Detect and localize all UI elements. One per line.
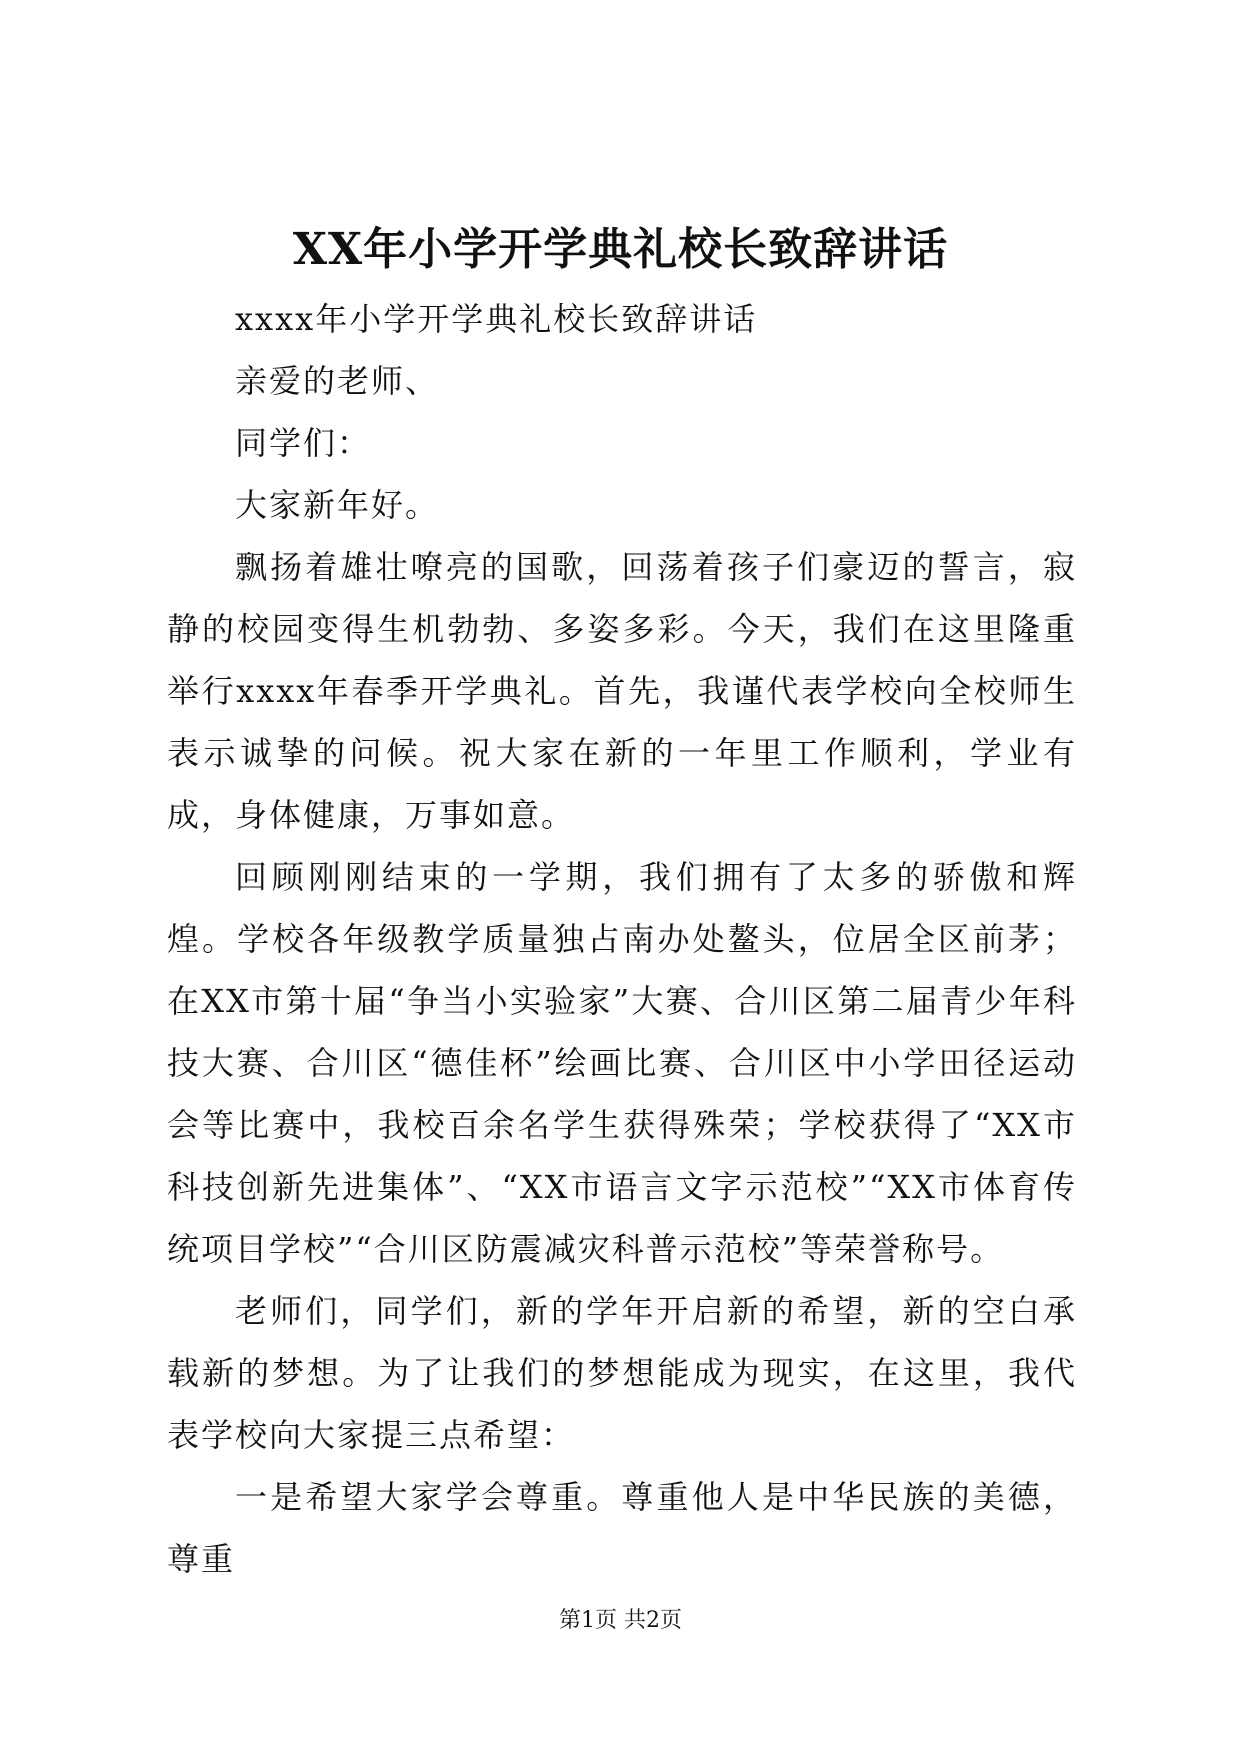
paragraph-hope-one: 一是希望大家学会尊重。尊重他人是中华民族的美德，尊重 bbox=[167, 1478, 1077, 1578]
paragraph-subtitle: xxxx年小学开学典礼校长致辞讲话 bbox=[235, 300, 758, 338]
document-body bbox=[167, 288, 1077, 1590]
page-footer: 第1页 共2页 bbox=[559, 1608, 682, 1633]
document-title: XX年小学开学典礼校长致辞讲话 bbox=[292, 224, 949, 275]
paragraph-review: 回顾刚刚结束的一学期，我们拥有了太多的骄傲和辉煌。学校各年级教学质量独占南办处鳌头，位居全区前茅；在XX市第十届“争当小实验家”大赛、合川区第二届青少年科技大赛、合川区“德佳杯”绘画比赛、合川区中小学田径运动会等比赛中，我校百余名学生获得殊荣；学校获得了“XX市科技创新先进集体”、“XX市语言文字示范校”“XX市体育传统项目学校”“合川区防震减灾科普示范校”等荣誉称号。 bbox=[167, 858, 1077, 1268]
paragraph-greeting: 大家新年好。 bbox=[235, 486, 440, 524]
paragraph-hopes-intro: 老师们，同学们，新的学年开启新的希望，新的空白承载新的梦想。为了让我们的梦想能成为现实，在这里，我代表学校向大家提三点希望： bbox=[167, 1292, 1077, 1454]
paragraph-opening: 飘扬着雄壮嘹亮的国歌，回荡着孩子们豪迈的誓言，寂静的校园变得生机勃勃、多姿多彩。今天，我们在这里隆重举行xxxx年春季开学典礼。首先，我谨代表学校向全校师生表示诚挚的问候。祝大家在新的一年里工作顺利，学业有成，身体健康，万事如意。 bbox=[167, 548, 1077, 834]
paragraph-salutation-students: 同学们： bbox=[235, 424, 372, 462]
paragraph-salutation-teachers: 亲爱的老师、 bbox=[235, 362, 440, 400]
